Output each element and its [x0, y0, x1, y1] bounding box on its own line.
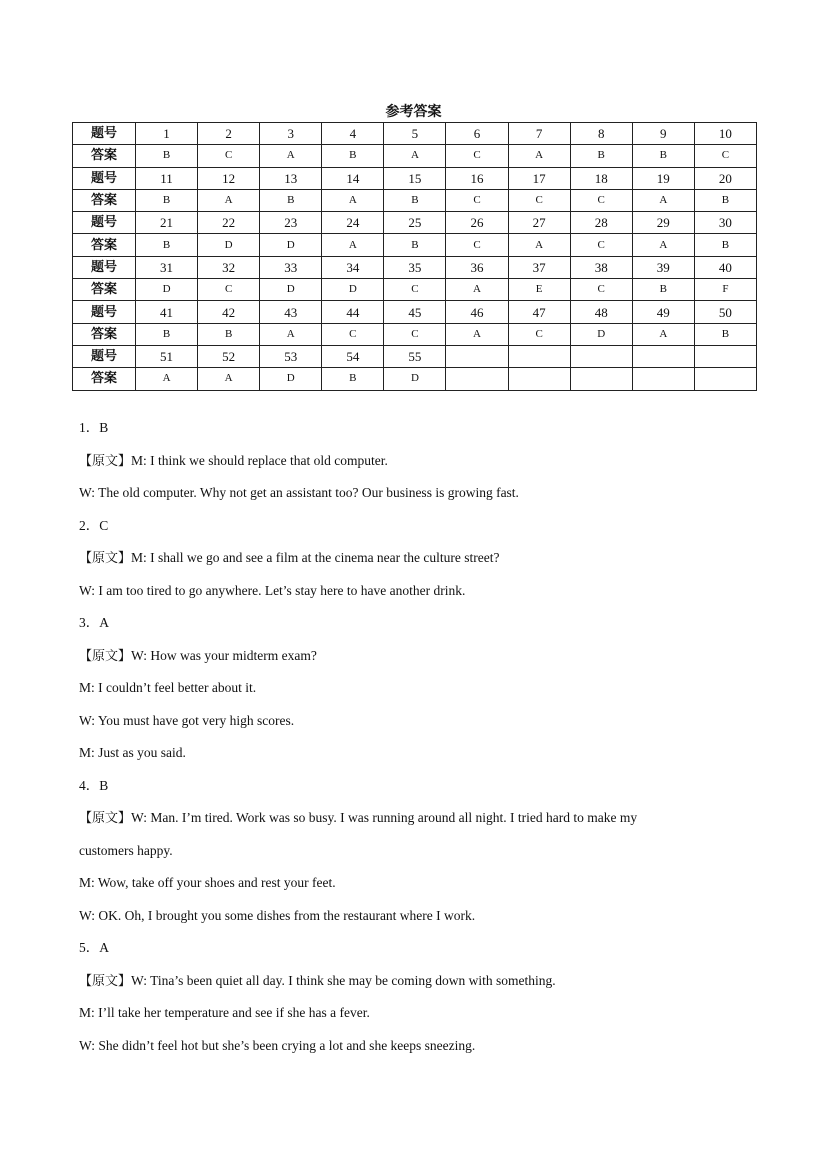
answer-cell: B: [322, 368, 384, 390]
answer-cell: B: [260, 189, 322, 211]
question-number-cell: 52: [198, 345, 260, 367]
question-number-cell: 37: [508, 256, 570, 278]
answer-item-heading: [79, 770, 759, 803]
transcript-tag: 【原文】: [79, 551, 132, 566]
question-number-row: [73, 123, 757, 145]
question-number-cell: 38: [570, 256, 632, 278]
question-number-row: [73, 212, 757, 234]
transcript-tag: 【原文】: [79, 811, 132, 826]
question-number-cell: [632, 345, 694, 367]
answer-cell: B: [694, 234, 756, 256]
question-number-cell: 24: [322, 212, 384, 234]
question-number-cell: 1: [136, 123, 198, 145]
question-number-cell: 14: [322, 167, 384, 189]
page-title: 参考答案: [385, 104, 442, 120]
answer-cell: E: [508, 279, 570, 301]
answer-cell: [446, 368, 508, 390]
answer-cell: D: [322, 279, 384, 301]
question-number-cell: 45: [384, 301, 446, 323]
question-number-cell: 23: [260, 212, 322, 234]
answer-cell: C: [446, 145, 508, 167]
answer-cell: B: [632, 145, 694, 167]
answer-cell: A: [632, 189, 694, 211]
answer-cell: D: [384, 368, 446, 390]
question-number-cell: 3: [260, 123, 322, 145]
transcript-tag: 【原文】: [79, 973, 132, 989]
answer-cell: C: [384, 279, 446, 301]
answer-cell: B: [384, 234, 446, 256]
question-number-cell: 12: [198, 167, 260, 189]
answer-row: [73, 323, 757, 345]
question-number-cell: 4: [322, 123, 384, 145]
question-number-cell: 51: [136, 345, 198, 367]
question-number-cell: 41: [136, 301, 198, 323]
answer-cell: D: [136, 279, 198, 301]
question-number-cell: 42: [198, 301, 260, 323]
line-text: W: I am too tired to go anywhere. Let’s stay here to have another drink.: [79, 582, 466, 598]
question-number-cell: 46: [446, 301, 508, 323]
answer-cell: [694, 368, 756, 390]
line-text: M: I think we should replace that old computer.: [131, 452, 388, 468]
question-number-cell: 33: [260, 256, 322, 278]
answer-cell: C: [694, 145, 756, 167]
question-number-cell: 18: [570, 167, 632, 189]
answer-header: 答案: [73, 323, 136, 345]
line-text: 2．C: [79, 517, 109, 533]
answer-row: [73, 234, 757, 256]
question-number-cell: 7: [508, 123, 570, 145]
question-number-cell: 53: [260, 345, 322, 367]
answer-cell: C: [570, 189, 632, 211]
answer-item-heading: [79, 510, 759, 543]
line-text: 3．A: [79, 615, 109, 630]
answer-cell: F: [694, 279, 756, 301]
line-text: W: You must have got very high scores.: [79, 712, 295, 728]
line-text: customers happy.: [79, 842, 173, 858]
question-number-cell: 5: [384, 123, 446, 145]
transcript-line: [79, 672, 759, 705]
answer-cell: A: [508, 145, 570, 167]
question-number-cell: 39: [632, 256, 694, 278]
line-text: M: I shall we go and see a film at the cinema near the culture street?: [131, 550, 500, 565]
question-number-header: 题号: [73, 167, 136, 189]
question-number-cell: 31: [136, 256, 198, 278]
answer-header: 答案: [73, 145, 136, 167]
answer-cell: A: [632, 234, 694, 256]
transcript-line: [79, 445, 759, 478]
transcript-line: [79, 867, 759, 900]
answer-cell: C: [322, 323, 384, 345]
answer-cell: A: [632, 323, 694, 345]
question-number-cell: 17: [508, 167, 570, 189]
question-number-cell: 2: [198, 123, 260, 145]
line-text: W: How was your midterm exam?: [131, 647, 317, 663]
question-number-cell: 6: [446, 123, 508, 145]
answer-cell: C: [508, 323, 570, 345]
transcript-tag: 【原文】: [79, 453, 132, 469]
answer-cell: B: [136, 234, 198, 256]
question-number-cell: [694, 345, 756, 367]
question-number-cell: 10: [694, 123, 756, 145]
line-text: W: The old computer. Why not get an assistant too? Our business is growing fast.: [79, 485, 519, 500]
question-number-cell: 13: [260, 167, 322, 189]
question-number-cell: [508, 345, 570, 367]
answer-header: 答案: [73, 368, 136, 390]
answer-header: 答案: [73, 234, 136, 256]
question-number-header: 题号: [73, 212, 136, 234]
question-number-cell: [446, 345, 508, 367]
transcript-line: [79, 1030, 759, 1063]
answer-cell: A: [136, 368, 198, 390]
answer-cell: B: [632, 279, 694, 301]
question-number-cell: 9: [632, 123, 694, 145]
line-text: W: Man. I’m tired. Work was so busy. I was running around all night. I tried hard to make my: [131, 810, 638, 825]
answer-row: [73, 368, 757, 390]
answer-header: 答案: [73, 279, 136, 301]
answer-cell: C: [384, 323, 446, 345]
transcript-line: [79, 997, 759, 1030]
line-text: W: OK. Oh, I brought you some dishes from the restaurant where I work.: [79, 907, 476, 923]
question-number-cell: 30: [694, 212, 756, 234]
question-number-cell: 20: [694, 167, 756, 189]
answer-cell: A: [508, 234, 570, 256]
answer-cell: B: [384, 189, 446, 211]
answer-cell: [508, 368, 570, 390]
answer-item-heading: [79, 932, 759, 965]
line-text: W: She didn’t feel hot but she’s been crying a lot and she keeps sneezing.: [79, 1037, 476, 1053]
line-text: M: Wow, take off your shoes and rest your feet.: [79, 875, 336, 890]
question-number-row: [73, 345, 757, 367]
transcript-line: [79, 477, 759, 510]
answer-cell: A: [260, 323, 322, 345]
transcript-tag: 【原文】: [79, 648, 132, 664]
transcript-line: [79, 802, 759, 835]
question-number-cell: 27: [508, 212, 570, 234]
answer-cell: C: [446, 189, 508, 211]
answer-header: 答案: [73, 189, 136, 211]
transcript-section: [79, 412, 759, 1062]
line-text: M: I couldn’t feel better about it.: [79, 680, 257, 695]
question-number-cell: 44: [322, 301, 384, 323]
question-number-cell: 25: [384, 212, 446, 234]
question-number-row: [73, 301, 757, 323]
question-number-cell: 16: [446, 167, 508, 189]
line-text: W: Tina’s been quiet all day. I think she may be coming down with something.: [131, 972, 556, 988]
answer-cell: C: [446, 234, 508, 256]
question-number-cell: 54: [322, 345, 384, 367]
answer-cell: B: [136, 323, 198, 345]
question-number-cell: 26: [446, 212, 508, 234]
answer-cell: [570, 368, 632, 390]
answer-cell: B: [322, 145, 384, 167]
transcript-line: [79, 640, 759, 673]
transcript-line: [79, 900, 759, 933]
answer-item-heading: [79, 412, 759, 445]
line-text: 4．B: [79, 777, 109, 793]
transcript-line: [79, 542, 759, 575]
answer-cell: A: [198, 189, 260, 211]
question-number-cell: 47: [508, 301, 570, 323]
line-text: M: I’ll take her temperature and see if she has a fever.: [79, 1005, 370, 1020]
answer-cell: A: [446, 279, 508, 301]
question-number-cell: 29: [632, 212, 694, 234]
question-number-cell: 19: [632, 167, 694, 189]
answer-row: [73, 145, 757, 167]
answer-cell: C: [570, 234, 632, 256]
question-number-cell: 32: [198, 256, 260, 278]
transcript-line: [79, 737, 759, 770]
answer-cell: C: [508, 189, 570, 211]
answer-cell: A: [322, 234, 384, 256]
question-number-cell: 11: [136, 167, 198, 189]
answer-cell: C: [570, 279, 632, 301]
answer-cell: D: [260, 279, 322, 301]
line-text: M: Just as you said.: [79, 745, 186, 760]
question-number-header: 题号: [73, 256, 136, 278]
question-number-cell: 40: [694, 256, 756, 278]
question-number-cell: [570, 345, 632, 367]
question-number-cell: 49: [632, 301, 694, 323]
answer-cell: D: [198, 234, 260, 256]
question-number-row: [73, 167, 757, 189]
answer-cell: A: [446, 323, 508, 345]
question-number-cell: 28: [570, 212, 632, 234]
question-number-cell: 48: [570, 301, 632, 323]
transcript-line: [79, 575, 759, 608]
answer-item-heading: [79, 607, 759, 640]
question-number-cell: 22: [198, 212, 260, 234]
answer-cell: A: [322, 189, 384, 211]
question-number-cell: 21: [136, 212, 198, 234]
question-number-cell: 55: [384, 345, 446, 367]
answer-cell: B: [570, 145, 632, 167]
question-number-cell: 43: [260, 301, 322, 323]
answer-row: [73, 189, 757, 211]
question-number-row: [73, 256, 757, 278]
question-number-header: 题号: [73, 345, 136, 367]
answer-cell: D: [260, 368, 322, 390]
answer-cell: C: [198, 145, 260, 167]
answer-cell: B: [136, 189, 198, 211]
question-number-cell: 50: [694, 301, 756, 323]
answer-cell: D: [260, 234, 322, 256]
answer-cell: A: [198, 368, 260, 390]
answer-cell: B: [694, 323, 756, 345]
answer-table: [72, 122, 757, 391]
transcript-line: [79, 965, 759, 998]
transcript-line: [79, 835, 759, 868]
question-number-cell: 36: [446, 256, 508, 278]
answer-cell: A: [260, 145, 322, 167]
answer-cell: B: [136, 145, 198, 167]
answer-cell: [632, 368, 694, 390]
answer-cell: D: [570, 323, 632, 345]
question-number-header: 题号: [73, 301, 136, 323]
question-number-header: 题号: [73, 123, 136, 145]
question-number-cell: 8: [570, 123, 632, 145]
line-text: 1．B: [79, 420, 109, 435]
answer-cell: C: [198, 279, 260, 301]
answer-row: [73, 279, 757, 301]
line-text: 5．A: [79, 940, 109, 955]
transcript-line: [79, 705, 759, 738]
question-number-cell: 35: [384, 256, 446, 278]
answer-cell: B: [694, 189, 756, 211]
answer-cell: A: [384, 145, 446, 167]
answer-cell: B: [198, 323, 260, 345]
question-number-cell: 34: [322, 256, 384, 278]
question-number-cell: 15: [384, 167, 446, 189]
